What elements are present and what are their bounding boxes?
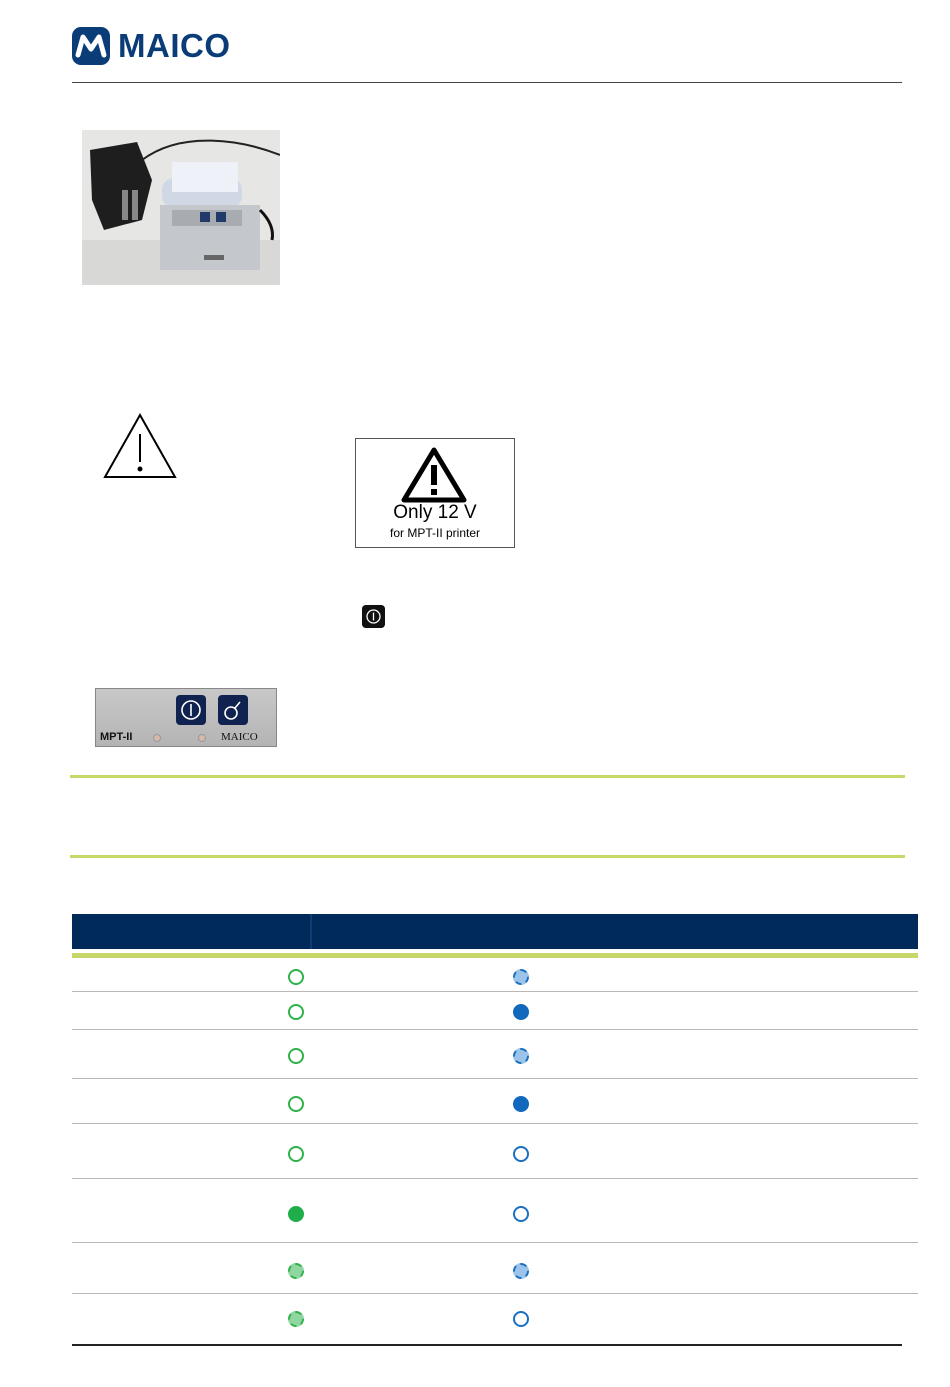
table-row-divider (72, 1029, 918, 1030)
green-led-indicator (288, 1146, 304, 1162)
green-led-indicator (288, 1004, 304, 1020)
green-led-indicator (288, 1311, 304, 1327)
green-led-indicator (288, 1263, 304, 1279)
blue-led-indicator (513, 1311, 529, 1327)
printer-led-2 (198, 734, 206, 742)
voltage-warning-label (355, 438, 515, 548)
blue-led-indicator (513, 1206, 529, 1222)
power-key-icon (362, 605, 385, 628)
warning-sign-icon (401, 447, 467, 503)
paper-feed-icon (218, 695, 248, 725)
brand-name: MAICO (118, 27, 231, 64)
table-row-divider (72, 1123, 918, 1124)
table-header-divider (310, 914, 312, 949)
maico-logo-icon (72, 27, 110, 65)
green-led-indicator (288, 1048, 304, 1064)
blue-led-indicator (513, 1096, 529, 1112)
blue-led-indicator (513, 969, 529, 985)
note-bottom-rule (70, 855, 905, 858)
table-row-divider (72, 1242, 918, 1243)
header-divider (72, 82, 902, 83)
note-top-rule (70, 775, 905, 778)
printer-photo (82, 130, 280, 285)
table-row-divider (72, 1293, 918, 1294)
green-led-indicator (288, 1206, 304, 1222)
green-led-indicator (288, 969, 304, 985)
table-header (72, 914, 918, 949)
table-header-underline (72, 953, 918, 958)
voltage-text: Only 12 V (393, 502, 477, 523)
printer-control-panel (95, 688, 277, 747)
printer-led-1 (153, 734, 161, 742)
blue-led-indicator (513, 1048, 529, 1064)
warning-icon (102, 412, 178, 480)
blue-led-indicator (513, 1146, 529, 1162)
printer-model: MPT-II (100, 731, 133, 743)
power-icon (176, 695, 206, 725)
blue-led-indicator (513, 1004, 529, 1020)
green-led-indicator (288, 1096, 304, 1112)
blue-led-indicator (513, 1263, 529, 1279)
printer-brand: MAICO (221, 731, 258, 743)
table-row-divider (72, 1178, 918, 1179)
table-row-divider (72, 1078, 918, 1079)
table-row-divider (72, 991, 918, 992)
printer-feed-button[interactable] (218, 695, 248, 725)
table-bottom-rule (72, 1344, 902, 1346)
voltage-subtext: for MPT-II printer (389, 526, 481, 540)
printer-power-button[interactable] (176, 695, 206, 725)
